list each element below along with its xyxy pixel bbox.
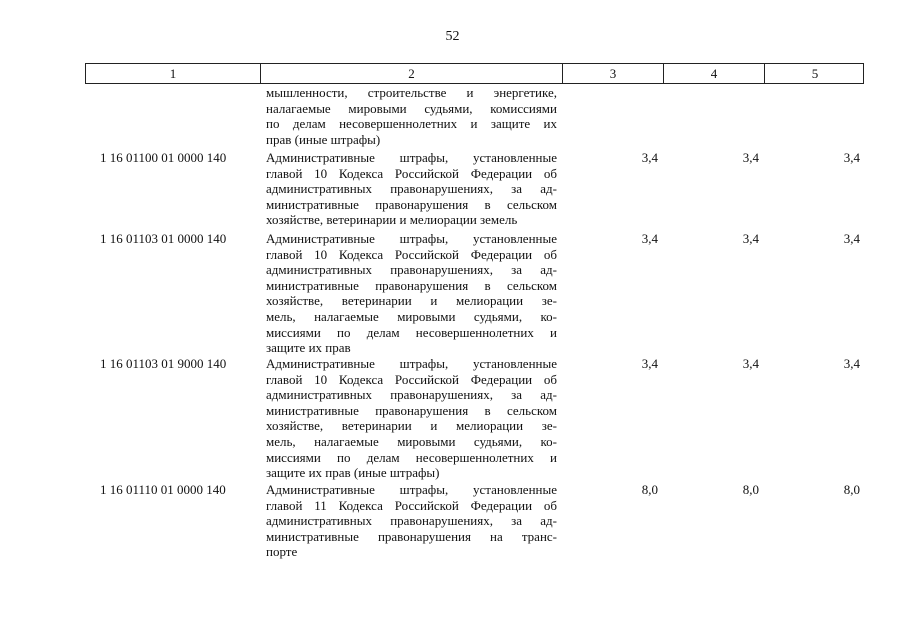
description-line: главой 10 Кодекса Российской Федерации об xyxy=(266,165,557,181)
column-header-1: 1 xyxy=(169,66,177,81)
description-line: министративные правонарушения в сельском xyxy=(266,196,557,212)
description-line: главой 11 Кодекса Российской Федерации об xyxy=(266,497,557,513)
value-col-5: 3,4 xyxy=(843,150,860,165)
description-line: Административные штрафы, установленные xyxy=(266,150,557,165)
column-header-4: 4 xyxy=(663,64,764,84)
column-header-2: 2 xyxy=(260,64,562,84)
description-line: прав (иные штрафы) xyxy=(266,131,381,147)
value-col-3: 3,4 xyxy=(641,231,658,246)
description-line: министративные правонарушения в сельском xyxy=(266,402,557,418)
description-line: налагаемые мировыми судьями, комиссиями xyxy=(266,100,557,116)
description-line: хозяйстве, ветеринарии и мелиорации зе- xyxy=(266,418,557,434)
description-line: мель, налагаемые мировыми судьями, ко- xyxy=(266,433,557,449)
value-col-5: 3,4 xyxy=(843,356,860,371)
description-line: административных правонарушениях, за ад- xyxy=(266,262,557,278)
description-line: хозяйстве, ветеринарии и мелиорации земель xyxy=(266,212,518,228)
value-col-4: 8,0 xyxy=(742,482,759,497)
description-line: министративные правонарушения на транс- xyxy=(266,528,557,544)
description-line: по делам несовершеннолетних и защите их xyxy=(266,116,557,132)
column-header-3: 3 xyxy=(562,64,663,84)
value-col-3: 3,4 xyxy=(641,356,658,371)
description-cell xyxy=(266,482,557,560)
description-line: порте xyxy=(266,544,298,560)
value-col-5: 3,4 xyxy=(843,231,860,246)
column-header-5: 5 xyxy=(764,64,865,84)
value-col-4: 3,4 xyxy=(742,231,759,246)
value-col-5: 8,0 xyxy=(843,482,860,497)
description-line: мель, налагаемые мировыми судьями, ко- xyxy=(266,308,557,324)
description-line: защите их прав xyxy=(266,340,351,356)
description-cell xyxy=(266,231,557,356)
code-cell: 1 16 01103 01 0000 140 xyxy=(100,231,227,246)
description-cell xyxy=(266,85,557,147)
description-line: министративные правонарушения в сельском xyxy=(266,277,557,293)
description-line: защите их прав (иные штрафы) xyxy=(266,465,440,481)
value-col-3: 3,4 xyxy=(641,150,658,165)
value-col-3: 8,0 xyxy=(641,482,658,497)
description-line: главой 10 Кодекса Российской Федерации об xyxy=(266,371,557,387)
description-line: главой 10 Кодекса Российской Федерации об xyxy=(266,246,557,262)
code-cell: 1 16 01103 01 9000 140 xyxy=(100,356,227,371)
description-cell xyxy=(266,150,557,228)
description-line: Административные штрафы, установленные xyxy=(266,356,557,371)
description-line: административных правонарушениях, за ад- xyxy=(266,387,557,403)
description-line: административных правонарушениях, за ад- xyxy=(266,181,557,197)
table-header-row xyxy=(85,63,864,84)
description-line: административных правонарушениях, за ад- xyxy=(266,513,557,529)
code-cell: 1 16 01110 01 0000 140 xyxy=(100,482,226,497)
description-line: миссиями по делам несовершеннолетних и xyxy=(266,449,557,465)
description-line: Административные штрафы, установленные xyxy=(266,482,557,497)
description-line: хозяйстве, ветеринарии и мелиорации зе- xyxy=(266,293,557,309)
value-col-4: 3,4 xyxy=(742,356,759,371)
code-cell: 1 16 01100 01 0000 140 xyxy=(100,150,227,165)
description-line: миссиями по делам несовершеннолетних и xyxy=(266,324,557,340)
description-line: Административные штрафы, установленные xyxy=(266,231,557,246)
value-col-4: 3,4 xyxy=(742,150,759,165)
description-cell xyxy=(266,356,557,481)
page-number: 52 xyxy=(445,29,460,44)
description-line: мышленности, строительстве и энергетике, xyxy=(266,85,557,100)
